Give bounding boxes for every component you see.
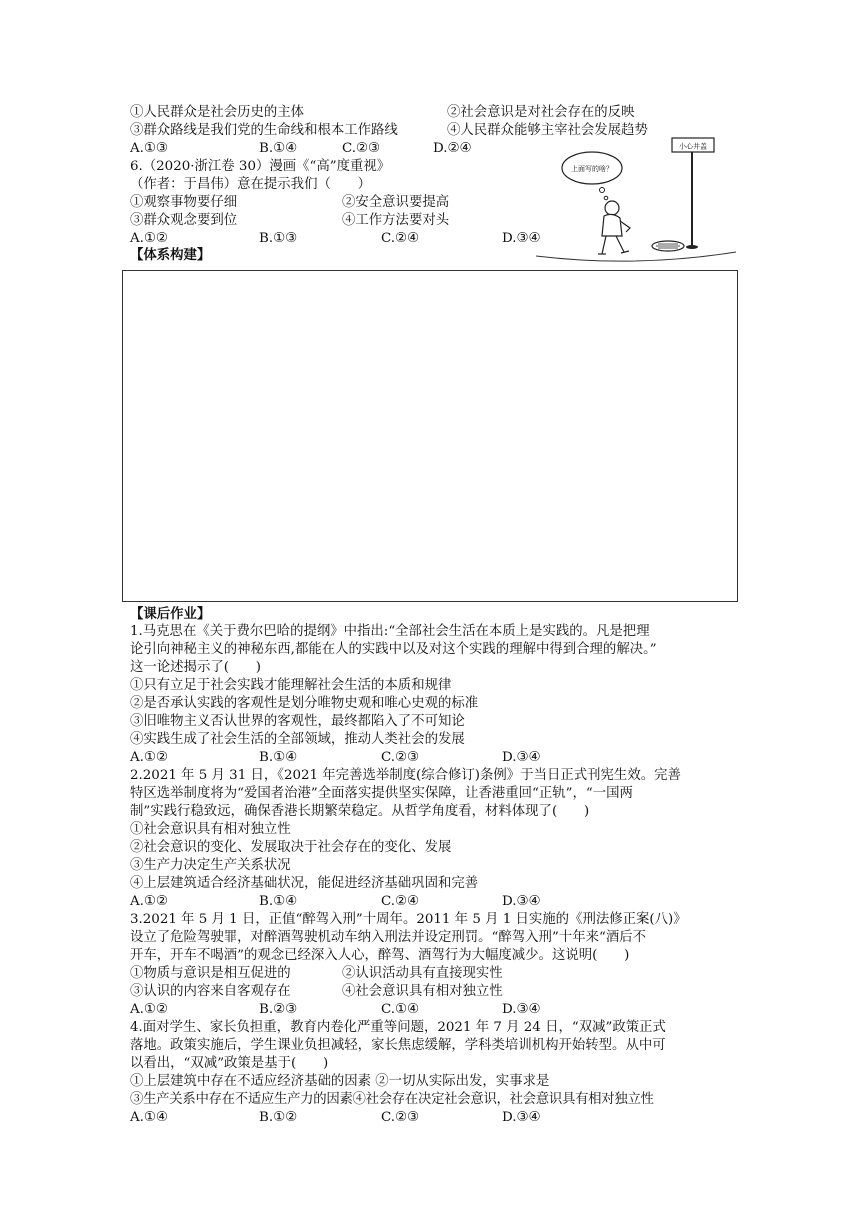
q6-option-4: ④工作方法要对头 (342, 213, 450, 228)
q6-choice-d: D.③④ (502, 231, 541, 246)
hw4-line-1: 4.面对学生、家长负担重，教育内卷化严重等问题，2021 年 7 月 24 日，“双减”政策正式 (130, 1020, 666, 1035)
q6-option-2: ②安全意识要提高 (342, 195, 450, 210)
hw1-option-2: ②是否承认实践的客观性是划分唯物史观和唯心史观的标准 (130, 696, 479, 711)
section-heading-homework: 【课后作业】 (130, 606, 211, 622)
hw1-option-3: ③旧唯物主义否认世界的客观性，最终都陷入了不可知论 (130, 714, 465, 729)
hw3-choice-d: D.③④ (502, 1002, 541, 1017)
hw4-option-3-4: ③生产关系中存在不适应生产力的因素④社会存在决定社会意识，社会意识具有相对独立性 (130, 1092, 654, 1107)
system-construction-box (122, 270, 738, 602)
q5-choice-a: A.①③ (130, 141, 168, 156)
hw3-choice-c: C.①④ (381, 1002, 420, 1017)
hw3-option-4: ④社会意识具有相对独立性 (342, 984, 503, 999)
hw2-line-3: 制”实践行稳致远，确保香港长期繁荣稳定。从哲学角度看，材料体现了( ) (130, 804, 590, 819)
hw2-option-4: ④上层建筑适合经济基础状况，能促进经济基础巩固和完善 (130, 876, 479, 891)
hw3-option-3: ③认识的内容来自客观存在 (130, 984, 291, 999)
hw1-line-1: 1.马克思在《关于费尔巴哈的提纲》中指出:“全部社会生活在本质上是实践的。凡是把理 (130, 624, 650, 639)
hw2-choice-d: D.③④ (502, 894, 541, 909)
q6-option-3: ③群众观念要到位 (130, 213, 238, 228)
q5-choice-d: D.②④ (433, 141, 472, 156)
hw4-line-3: 以看出，“双减”政策是基于( ) (130, 1056, 329, 1071)
hw4-choice-b: B.①② (259, 1110, 298, 1125)
q6-stem-line-1: 6.（2020·浙江卷 30）漫画《“高”度重视》 (130, 159, 391, 174)
man-figure (598, 201, 630, 254)
q5-option-2: ②社会意识是对社会存在的反映 (447, 105, 635, 120)
q6-choice-c: C.②④ (381, 231, 420, 246)
q5-choice-b: B.①④ (259, 141, 298, 156)
hw2-choice-b: B.①④ (259, 894, 298, 909)
hw2-choice-c: C.②④ (381, 894, 420, 909)
q6-choice-b: B.①③ (259, 231, 298, 246)
section-heading-system: 【体系构建】 (130, 247, 211, 263)
hw3-option-2: ②认识活动具有直接现实性 (342, 966, 503, 981)
q5-option-1: ①人民群众是社会历史的主体 (130, 105, 305, 120)
hw1-choice-b: B.①④ (259, 750, 298, 765)
hw2-option-3: ③生产力决定生产关系状况 (130, 858, 291, 873)
hw3-option-1: ①物质与意识是相互促进的 (130, 966, 291, 981)
q6-stem-line-2: （作者：于昌伟）意在提示我们（ ） (130, 177, 372, 192)
hw1-line-3: 这一论述揭示了( ) (130, 660, 261, 675)
hw2-option-1: ①社会意识具有相对独立性 (130, 822, 291, 837)
hw4-line-2: 落地。政策实施后，学生课业负担减轻，家长焦虑缓解，学科类培训机构开始转型。从中可 (130, 1038, 666, 1053)
hw3-line-3: 开车，开车不喝酒”的观念已经深入人心，醉驾、酒驾行为大幅度减少。这说明( ) (130, 948, 630, 963)
hw3-line-2: 设立了危险驾驶罪，对醉酒驾驶机动车纳入刑法并设定刑罚。“醉驾入刑”十年来“酒后不 (130, 930, 646, 945)
hw2-option-2: ②社会意识的变化、发展取决于社会存在的变化、发展 (130, 840, 452, 855)
hw4-choice-a: A.①④ (130, 1110, 168, 1125)
hw2-line-2: 特区选举制度将为“爱国者治港”全面落实提供坚实保障，让香港重回“正轨”，“一国两 (130, 786, 633, 801)
hw4-choice-d: D.③④ (502, 1110, 541, 1125)
hw4-option-1-2: ①上层建筑中存在不适应经济基础的因素 ②一切从实际出发，实事求是 (130, 1074, 550, 1089)
hw1-choice-a: A.①② (130, 750, 168, 765)
hw1-option-4: ④实践生成了社会生活的全部领域，推动人类社会的发展 (130, 732, 465, 747)
hw1-line-2: 论引向神秘主义的神秘东西,都能在人的实践中以及对这个实践的理解中得到合理的解决。” (130, 642, 657, 657)
hw2-line-1: 2.2021 年 5 月 31 日，《2021 年完善选举制度(综合修订)条例》于当日正式刊宪生效。完善 (130, 768, 681, 783)
hw1-choice-c: C.②③ (381, 750, 420, 765)
hw3-choice-b: B.②③ (259, 1002, 298, 1017)
cartoon-illustration (532, 128, 740, 266)
q6-option-1: ①观察事物要仔细 (130, 195, 238, 210)
q5-option-4: ④人民群众能够主宰社会发展趋势 (447, 123, 648, 138)
q5-choice-c: C.②③ (342, 141, 381, 156)
hw2-choice-a: A.①② (130, 894, 168, 909)
sign-text: 小心井盖 (679, 142, 707, 151)
bubble-text: 上面写的啥？ (571, 165, 613, 173)
hw3-choice-a: A.①② (130, 1002, 168, 1017)
ground-line (536, 252, 736, 261)
q5-option-3: ③群众路线是我们党的生命线和根本工作路线 (130, 123, 398, 138)
hw4-choice-c: C.②③ (381, 1110, 420, 1125)
hw1-choice-d: D.③④ (502, 750, 541, 765)
hw3-line-1: 3.2021 年 5 月 1 日，正值“醉驾入刑”十周年。2011 年 5 月 1 日实施的《刑法修正案(八)》 (130, 912, 687, 927)
hw1-option-1: ①只有立足于社会实践才能理解社会生活的本质和规律 (130, 678, 452, 693)
q6-choice-a: A.①② (130, 231, 168, 246)
